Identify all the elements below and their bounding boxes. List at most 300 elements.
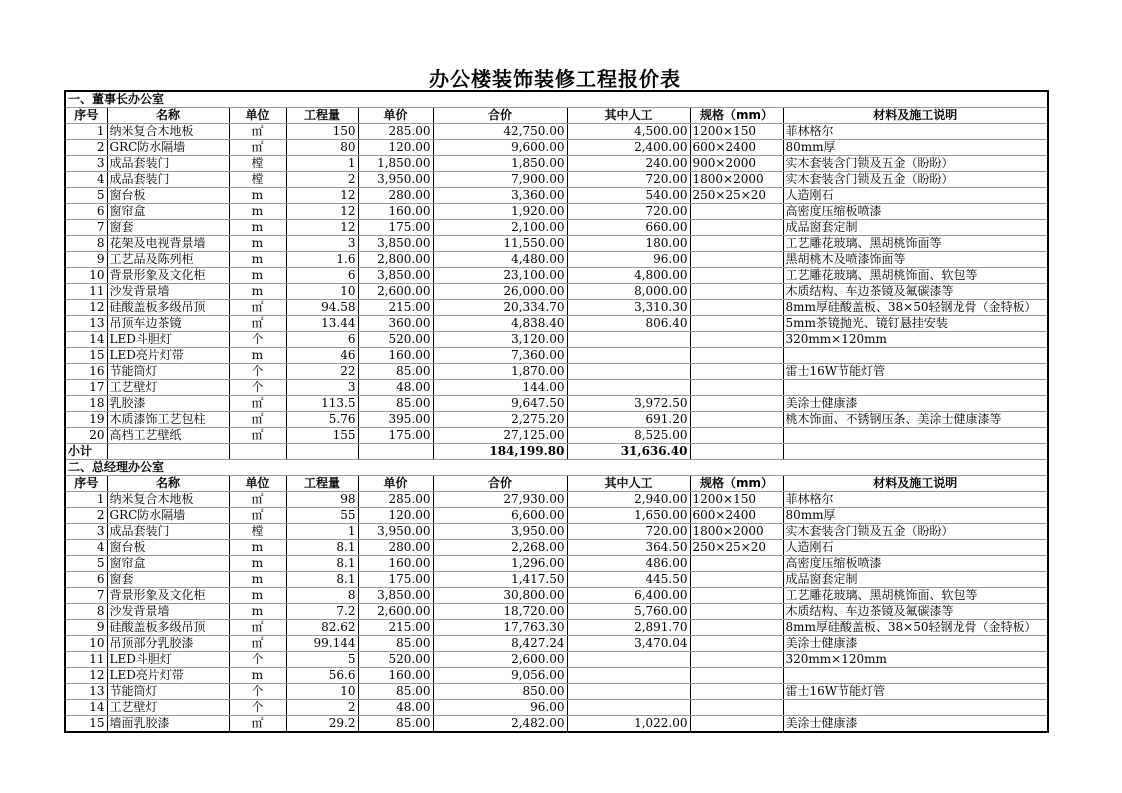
table-cell: 樘 (229, 172, 286, 188)
table-cell: 1,850.00 (433, 156, 567, 172)
table-cell: 木质漆饰工艺包柱 (107, 412, 229, 428)
table-cell: 成品窗套定制 (783, 572, 1048, 588)
table-cell: 3,310.30 (567, 300, 690, 316)
column-header: 单价 (358, 108, 433, 124)
table-cell (567, 684, 690, 700)
table-cell: 5 (65, 556, 107, 572)
table-cell: 18,720.00 (433, 604, 567, 620)
table-cell: 215.00 (358, 300, 433, 316)
table-cell: 320mm×120mm (783, 652, 1048, 668)
table-cell: 2,600.00 (358, 284, 433, 300)
column-header: 工程量 (286, 108, 358, 124)
table-cell (286, 444, 358, 460)
table-cell: 16 (65, 364, 107, 380)
table-cell: 个 (229, 332, 286, 348)
table-cell: 250×25×20 (690, 540, 783, 556)
table-cell: 8 (286, 588, 358, 604)
page-title: 办公楼装饰装修工程报价表 (429, 67, 681, 91)
table-cell: 120.00 (358, 140, 433, 156)
column-header: 工程量 (286, 476, 358, 492)
table-cell: 人造刚石 (783, 188, 1048, 204)
section-heading-row (65, 460, 1048, 476)
table-cell (783, 380, 1048, 396)
table-cell: 12 (286, 204, 358, 220)
table-cell: 520.00 (358, 652, 433, 668)
table-cell (690, 236, 783, 252)
table-cell (690, 204, 783, 220)
table-cell: 155 (286, 428, 358, 444)
table-cell (567, 652, 690, 668)
table-cell: 3,950.00 (433, 524, 567, 540)
table-cell: m (229, 252, 286, 268)
table-cell: 85.00 (358, 364, 433, 380)
table-cell: 工艺壁灯 (107, 380, 229, 396)
table-cell: m (229, 188, 286, 204)
table-cell: 3,360.00 (433, 188, 567, 204)
table-cell: 175.00 (358, 428, 433, 444)
table-cell: 17 (65, 380, 107, 396)
table-cell: 18 (65, 396, 107, 412)
table-row (65, 188, 1048, 204)
table-cell: 黑胡桃木及喷漆饰面等 (783, 252, 1048, 268)
table-cell: 99.144 (286, 636, 358, 652)
table-row (65, 332, 1048, 348)
table-cell: 樘 (229, 524, 286, 540)
table-cell: 17,763.30 (433, 620, 567, 636)
column-header: 合价 (433, 108, 567, 124)
table-cell: 2,268.00 (433, 540, 567, 556)
table-cell (690, 380, 783, 396)
table-cell: 320mm×120mm (783, 332, 1048, 348)
table-cell: ㎡ (229, 124, 286, 140)
table-cell: 乳胶漆 (107, 396, 229, 412)
table-row (65, 220, 1048, 236)
table-cell: 175.00 (358, 572, 433, 588)
table-cell: 2,600.00 (358, 604, 433, 620)
table-cell: 实木套装含门锁及五金（盼盼） (783, 524, 1048, 540)
table-cell: 4 (65, 540, 107, 556)
table-row (65, 556, 1048, 572)
column-header: 名称 (107, 108, 229, 124)
table-cell: 6 (286, 268, 358, 284)
subtotal-row (65, 444, 1048, 460)
table-cell: 1,870.00 (433, 364, 567, 380)
table-cell: 13 (65, 684, 107, 700)
table-cell: 3 (65, 524, 107, 540)
table-cell: 4 (65, 172, 107, 188)
table-row (65, 572, 1048, 588)
table-cell: 600×2400 (690, 508, 783, 524)
table-cell: 实木套装含门锁及五金（盼盼） (783, 172, 1048, 188)
table-cell: 660.00 (567, 220, 690, 236)
table-cell: 120.00 (358, 508, 433, 524)
table-cell: 窗套 (107, 220, 229, 236)
table-cell: 成品套装门 (107, 156, 229, 172)
table-cell (690, 316, 783, 332)
table-cell: 10 (286, 284, 358, 300)
column-header: 材料及施工说明 (783, 108, 1048, 124)
table-cell: m (229, 204, 286, 220)
table-cell: 7 (65, 588, 107, 604)
table-cell: m (229, 556, 286, 572)
column-header: 单位 (229, 108, 286, 124)
table-cell: 13 (65, 316, 107, 332)
table-row (65, 652, 1048, 668)
table-cell: 2 (286, 172, 358, 188)
table-cell: 7,900.00 (433, 172, 567, 188)
table-cell: 3 (286, 380, 358, 396)
table-cell: ㎡ (229, 300, 286, 316)
table-cell (690, 364, 783, 380)
table-cell: 12 (65, 668, 107, 684)
table-cell: 窗帘盒 (107, 556, 229, 572)
table-cell: 窗帘盒 (107, 204, 229, 220)
table-cell: 4,800.00 (567, 268, 690, 284)
table-cell (690, 556, 783, 572)
table-row (65, 620, 1048, 636)
table-row (65, 380, 1048, 396)
section-heading: 一、董事长办公室 (65, 91, 1048, 108)
table-cell: 5 (65, 188, 107, 204)
table-cell (567, 364, 690, 380)
table-cell: 窗台板 (107, 188, 229, 204)
table-cell: 美涂士健康漆 (783, 396, 1048, 412)
table-cell: 8 (65, 236, 107, 252)
table-row (65, 252, 1048, 268)
table-row (65, 236, 1048, 252)
table-cell: 7.2 (286, 604, 358, 620)
column-header: 规格（mm） (690, 108, 783, 124)
table-cell: 27,930.00 (433, 492, 567, 508)
table-cell: 6 (286, 332, 358, 348)
table-cell: 9 (65, 620, 107, 636)
table-cell (690, 220, 783, 236)
table-row (65, 316, 1048, 332)
table-cell: 12 (286, 220, 358, 236)
table-cell: 280.00 (358, 540, 433, 556)
table-row (65, 636, 1048, 652)
table-cell: 4,838.40 (433, 316, 567, 332)
table-row (65, 524, 1048, 540)
table-cell: 4,480.00 (433, 252, 567, 268)
table-row (65, 364, 1048, 380)
table-cell: 48.00 (358, 380, 433, 396)
table-cell: 美涂士健康漆 (783, 716, 1048, 733)
table-row (65, 540, 1048, 556)
table-cell: 80mm厚 (783, 140, 1048, 156)
table-cell (567, 668, 690, 684)
table-cell: 雷士16W节能灯管 (783, 364, 1048, 380)
table-cell (783, 668, 1048, 684)
table-cell (690, 444, 783, 460)
table-cell: GRC防水隔墙 (107, 508, 229, 524)
table-cell: 节能筒灯 (107, 684, 229, 700)
table-cell: 成品套装门 (107, 524, 229, 540)
table-cell: ㎡ (229, 716, 286, 733)
table-cell: 纳米复合木地板 (107, 492, 229, 508)
table-cell (690, 284, 783, 300)
table-row (65, 204, 1048, 220)
table-cell: LED亮片灯带 (107, 348, 229, 364)
table-cell: 82.62 (286, 620, 358, 636)
table-cell: ㎡ (229, 636, 286, 652)
table-cell: m (229, 220, 286, 236)
table-row (65, 284, 1048, 300)
table-cell: 1 (286, 156, 358, 172)
table-cell: ㎡ (229, 140, 286, 156)
table-cell (690, 652, 783, 668)
table-row (65, 604, 1048, 620)
column-header: 序号 (65, 108, 107, 124)
table-cell: 98 (286, 492, 358, 508)
table-row (65, 588, 1048, 604)
table-cell: 个 (229, 700, 286, 716)
table-cell (690, 604, 783, 620)
table-cell: 工艺壁灯 (107, 700, 229, 716)
table-cell: 13.44 (286, 316, 358, 332)
table-cell: 3,950.00 (358, 524, 433, 540)
table-cell: 2,100.00 (433, 220, 567, 236)
column-header: 合价 (433, 476, 567, 492)
table-cell: 5mm茶镜抛光、镜钉悬挂安装 (783, 316, 1048, 332)
table-cell: 8,525.00 (567, 428, 690, 444)
table-cell: 硅酸盖板多级吊顶 (107, 620, 229, 636)
table-cell (690, 300, 783, 316)
table-cell: LED亮片灯带 (107, 668, 229, 684)
table-cell (567, 380, 690, 396)
table-cell: 96.00 (567, 252, 690, 268)
table-cell: 720.00 (567, 524, 690, 540)
table-cell: 22 (286, 364, 358, 380)
table-cell: 486.00 (567, 556, 690, 572)
table-cell: 6,400.00 (567, 588, 690, 604)
table-cell: 29.2 (286, 716, 358, 733)
table-cell: 6 (65, 572, 107, 588)
table-cell: 26,000.00 (433, 284, 567, 300)
table-cell: 720.00 (567, 172, 690, 188)
column-header: 单价 (358, 476, 433, 492)
column-header: 规格（mm） (690, 476, 783, 492)
table-cell: 2 (286, 700, 358, 716)
column-header: 序号 (65, 476, 107, 492)
table-cell: 1 (65, 124, 107, 140)
table-cell: 150 (286, 124, 358, 140)
table-cell (690, 332, 783, 348)
table-cell: 6,600.00 (433, 508, 567, 524)
table-cell: 8 (65, 604, 107, 620)
table-cell (690, 716, 783, 733)
table-cell: 900×2000 (690, 156, 783, 172)
table-cell: 1,650.00 (567, 508, 690, 524)
table-cell: 15 (65, 348, 107, 364)
table-cell (229, 444, 286, 460)
table-cell: 2 (65, 508, 107, 524)
column-header: 名称 (107, 476, 229, 492)
table-cell: m (229, 588, 286, 604)
table-cell: 窗套 (107, 572, 229, 588)
table-cell (690, 348, 783, 364)
table-cell: 2,891.70 (567, 620, 690, 636)
table-cell: 3,950.00 (358, 172, 433, 188)
column-header: 材料及施工说明 (783, 476, 1048, 492)
table-cell: 工艺雕花玻璃、黑胡桃饰面、软包等 (783, 268, 1048, 284)
table-cell: 沙发背景墙 (107, 604, 229, 620)
table-cell: 240.00 (567, 156, 690, 172)
table-cell: 55 (286, 508, 358, 524)
table-cell: 1.6 (286, 252, 358, 268)
table-row (65, 396, 1048, 412)
table-cell: 2,482.00 (433, 716, 567, 733)
table-cell: LED斗胆灯 (107, 332, 229, 348)
table-cell: 1,920.00 (433, 204, 567, 220)
table-cell: 11 (65, 652, 107, 668)
table-cell: 113.5 (286, 396, 358, 412)
table-cell (358, 444, 433, 460)
table-cell: 85.00 (358, 636, 433, 652)
table-cell (690, 268, 783, 284)
table-cell: 8.1 (286, 572, 358, 588)
table-cell: 高密度压缩板喷漆 (783, 204, 1048, 220)
table-cell: 5 (286, 652, 358, 668)
table-cell: 人造刚石 (783, 540, 1048, 556)
table-cell: 1 (65, 492, 107, 508)
column-header: 单位 (229, 476, 286, 492)
column-header-row (65, 476, 1048, 492)
table-row (65, 300, 1048, 316)
table-cell: 520.00 (358, 332, 433, 348)
table-row (65, 700, 1048, 716)
table-cell: 85.00 (358, 684, 433, 700)
table-cell: m (229, 604, 286, 620)
table-cell: 14 (65, 700, 107, 716)
table-cell: 96.00 (433, 700, 567, 716)
table-row (65, 716, 1048, 733)
table-cell: 背景形象及文化柜 (107, 268, 229, 284)
table-cell: LED斗胆灯 (107, 652, 229, 668)
table-cell: 9 (65, 252, 107, 268)
table-cell: 菲林格尔 (783, 124, 1048, 140)
table-cell: 花架及电视背景墙 (107, 236, 229, 252)
table-cell: 20 (65, 428, 107, 444)
table-cell: 1200×150 (690, 492, 783, 508)
table-cell (783, 700, 1048, 716)
table-cell (567, 348, 690, 364)
table-cell: 445.50 (567, 572, 690, 588)
table-cell: 850.00 (433, 684, 567, 700)
table-cell: 工艺雕花玻璃、黑胡桃饰面、软包等 (783, 588, 1048, 604)
table-cell: ㎡ (229, 620, 286, 636)
table-cell: 600×2400 (690, 140, 783, 156)
table-cell (690, 396, 783, 412)
table-cell: 1800×2000 (690, 524, 783, 540)
table-cell: GRC防水隔墙 (107, 140, 229, 156)
table-cell: 4,500.00 (567, 124, 690, 140)
table-cell: 56.6 (286, 668, 358, 684)
table-row (65, 172, 1048, 188)
table-cell: 高密度压缩板喷漆 (783, 556, 1048, 572)
table-row (65, 268, 1048, 284)
table-cell: m (229, 572, 286, 588)
table-cell: 8.1 (286, 540, 358, 556)
subtotal-label: 小计 (65, 444, 107, 460)
table-cell (690, 684, 783, 700)
table-row (65, 124, 1048, 140)
table-cell: ㎡ (229, 412, 286, 428)
table-cell: m (229, 268, 286, 284)
table-cell: m (229, 540, 286, 556)
table-cell (567, 700, 690, 716)
table-cell: ㎡ (229, 396, 286, 412)
table-cell: 27,125.00 (433, 428, 567, 444)
table-cell (107, 444, 229, 460)
table-cell: 12 (65, 300, 107, 316)
table-cell: 285.00 (358, 124, 433, 140)
table-cell (690, 700, 783, 716)
table-cell: 2,275.20 (433, 412, 567, 428)
table-cell: 窗台板 (107, 540, 229, 556)
table-cell: 1800×2000 (690, 172, 783, 188)
table-cell: 9,647.50 (433, 396, 567, 412)
table-cell: 8mm厚硅酸盖板、38×50轻钢龙骨（金特板） (783, 620, 1048, 636)
table-cell: 215.00 (358, 620, 433, 636)
table-cell: 1 (286, 524, 358, 540)
table-cell: 雷士16W节能灯管 (783, 684, 1048, 700)
table-cell: 1200×150 (690, 124, 783, 140)
table-cell: 46 (286, 348, 358, 364)
column-header: 其中人工 (567, 476, 690, 492)
table-cell: 1,022.00 (567, 716, 690, 733)
table-cell (690, 428, 783, 444)
table-cell (690, 412, 783, 428)
table-row (65, 348, 1048, 364)
table-cell: 42,750.00 (433, 124, 567, 140)
table-cell: 11,550.00 (433, 236, 567, 252)
table-cell (690, 572, 783, 588)
table-cell: 3,850.00 (358, 588, 433, 604)
table-cell: 工艺雕花玻璃、黑胡桃饰面等 (783, 236, 1048, 252)
table-cell: 9,056.00 (433, 668, 567, 684)
table-cell: 806.40 (567, 316, 690, 332)
table-cell: 7,360.00 (433, 348, 567, 364)
table-cell (783, 348, 1048, 364)
table-cell: 1,417.50 (433, 572, 567, 588)
table-cell: 20,334.70 (433, 300, 567, 316)
table-cell: 280.00 (358, 188, 433, 204)
table-cell: 桃木饰面、不锈钢压条、美涂士健康漆等 (783, 412, 1048, 428)
table-cell: ㎡ (229, 428, 286, 444)
table-cell: 3,120.00 (433, 332, 567, 348)
table-cell: 吊顶部分乳胶漆 (107, 636, 229, 652)
table-cell: 美涂士健康漆 (783, 636, 1048, 652)
table-cell: 80 (286, 140, 358, 156)
table-row (65, 492, 1048, 508)
table-cell (690, 588, 783, 604)
table-cell: 个 (229, 380, 286, 396)
table-cell: 160.00 (358, 556, 433, 572)
table-cell: 160.00 (358, 348, 433, 364)
table-cell: 3,850.00 (358, 268, 433, 284)
table-cell: 11 (65, 284, 107, 300)
table-cell: 沙发背景墙 (107, 284, 229, 300)
column-header-row (65, 108, 1048, 124)
table-cell: ㎡ (229, 492, 286, 508)
table-cell: 80mm厚 (783, 508, 1048, 524)
table-cell: 成品套装门 (107, 172, 229, 188)
table-cell: 364.50 (567, 540, 690, 556)
table-cell: 1,850.00 (358, 156, 433, 172)
table-cell: 285.00 (358, 492, 433, 508)
table-row (65, 668, 1048, 684)
